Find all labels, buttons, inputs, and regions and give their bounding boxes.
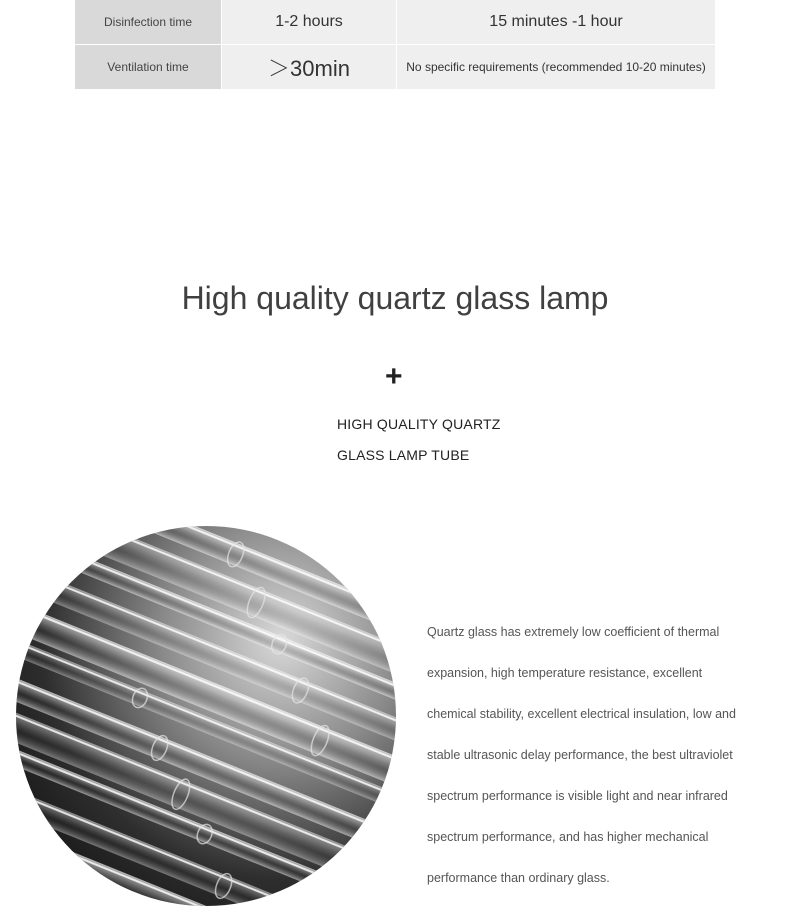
quartz-glass-tubes-photo <box>16 526 396 906</box>
comparison-table <box>75 0 715 89</box>
cell-value: 1-2 hours <box>222 0 397 45</box>
quartz-tubes-illustration <box>16 526 396 906</box>
tube-end <box>53 882 73 906</box>
plus-icon: + <box>385 360 403 393</box>
cell-value: No specific requirements (recommended 10-20 minutes) <box>397 45 715 89</box>
subtitle-line: GLASS LAMP TUBE <box>337 447 470 463</box>
section-headline: High quality quartz glass lamp <box>181 280 609 316</box>
description-line: chemical stability, excellent electrical insulation, low and <box>427 707 736 721</box>
description-line: spectrum performance is visible light and near infrared <box>427 789 728 803</box>
subtitle-line: HIGH QUALITY QUARTZ <box>337 416 501 432</box>
description-text <box>427 612 767 899</box>
row-label: Disinfection time <box>75 0 222 45</box>
description-line: performance than ordinary glass. <box>427 871 610 885</box>
description-line: expansion, high temperature resistance, excellent <box>427 666 703 680</box>
description-line: Quartz glass has extremely low coefficient of thermal <box>427 625 720 639</box>
row-label: Ventilation time <box>75 45 222 89</box>
description-line: spectrum performance, and has higher mechanical <box>427 830 709 844</box>
table-row <box>75 45 715 89</box>
cell-value: ＞30min <box>222 45 397 89</box>
table-row <box>75 0 715 45</box>
cell-value: 15 minutes -1 hour <box>397 0 715 45</box>
description-line: stable ultrasonic delay performance, the best ultraviolet <box>427 748 733 762</box>
